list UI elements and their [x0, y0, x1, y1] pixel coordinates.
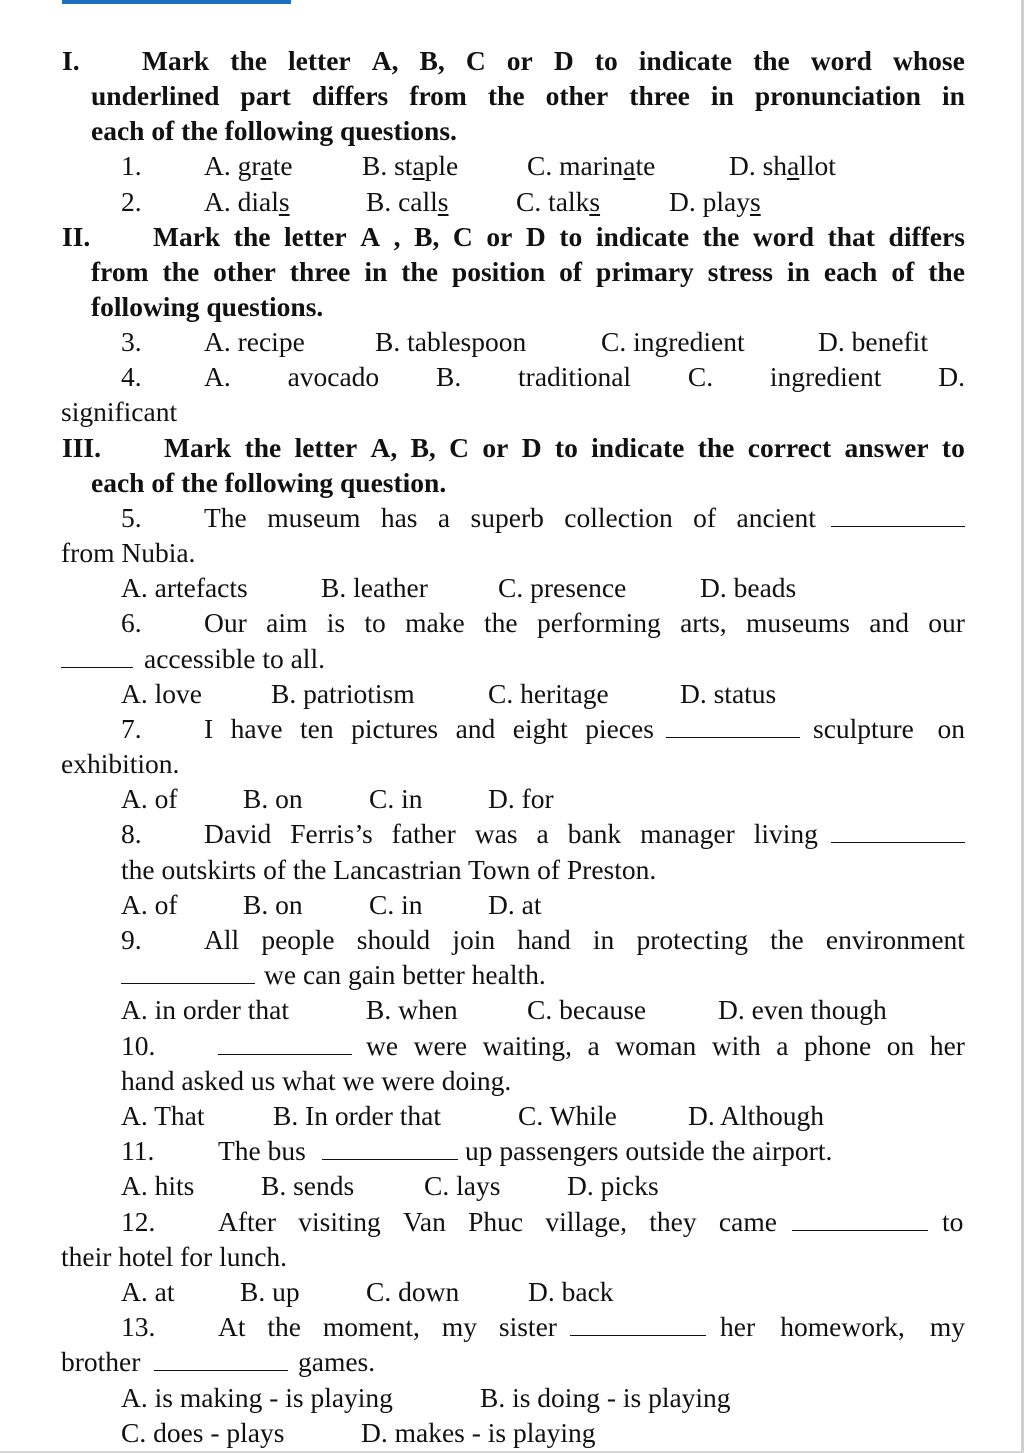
- question-12-stem-after-blank: [942, 1204, 963, 1239]
- word: A: [360, 221, 381, 252]
- word: collection: [564, 502, 673, 533]
- word: the: [484, 607, 518, 638]
- question-1-option-a: A. grate: [204, 150, 293, 181]
- word: A.: [204, 361, 231, 392]
- word: has: [380, 502, 418, 533]
- word: to: [554, 432, 578, 463]
- word: bank: [567, 818, 622, 849]
- word: that: [827, 221, 875, 252]
- word: eight: [512, 713, 568, 744]
- word: visiting: [298, 1206, 381, 1237]
- question-12-option-b: B. up: [240, 1276, 300, 1307]
- section-3-number: III.: [62, 432, 101, 463]
- word: C: [465, 45, 486, 76]
- question-12-option-a: A. at: [121, 1276, 175, 1307]
- question-5-stem-continuation: from Nubia.: [61, 537, 196, 568]
- question-3-option-b: B. tablespoon: [375, 326, 527, 357]
- question-3-option-c: C. ingredient: [601, 326, 745, 357]
- question-7-option-c: C. in: [369, 783, 423, 814]
- question-10-option-a: A. That: [121, 1100, 205, 1131]
- word: the: [702, 221, 740, 252]
- question-9-stem-continuation: we can gain better health.: [264, 959, 546, 990]
- question-10-option-c: C. While: [518, 1100, 617, 1131]
- question-13-option-c: C. does - plays: [121, 1417, 285, 1448]
- section-1-heading-line2: [91, 78, 965, 113]
- question-6-number: 6.: [121, 607, 142, 638]
- question-1-option-d: D. shallot: [729, 150, 836, 181]
- word: D: [525, 221, 546, 252]
- word: the: [697, 432, 735, 463]
- word: the: [162, 256, 200, 287]
- word: The: [204, 502, 247, 533]
- word: Van: [403, 1206, 446, 1237]
- question-13-option-d: D. makes - is playing: [361, 1417, 596, 1448]
- word: to: [559, 221, 583, 252]
- section-3-heading-line1: [164, 430, 965, 465]
- word: ancient: [736, 502, 816, 533]
- question-6-option-b: B. patriotism: [271, 678, 415, 709]
- question-7-number: 7.: [121, 713, 142, 744]
- word: phone: [804, 1030, 872, 1061]
- question-6-option-a: A. love: [121, 678, 202, 709]
- word: correct: [747, 432, 832, 463]
- word: pieces: [585, 713, 654, 744]
- word: position: [451, 256, 546, 287]
- section-1-number: I.: [62, 45, 80, 76]
- question-7-stem-after-blank: [813, 711, 965, 746]
- word: of: [693, 502, 717, 533]
- word: moment,: [322, 1311, 420, 1342]
- question-12-option-d: D. back: [528, 1276, 614, 1307]
- word: the: [487, 80, 525, 111]
- word: differs: [888, 221, 965, 252]
- question-13-stem-after-blank: [720, 1309, 965, 1344]
- question-3-option-a: A. recipe: [204, 326, 305, 357]
- question-13-option-b: B. is doing - is playing: [480, 1382, 731, 1413]
- word: underlined: [91, 80, 220, 111]
- question-6-option-d: D. status: [680, 678, 777, 709]
- word: letter: [294, 432, 358, 463]
- word: have: [230, 713, 283, 744]
- word: avocado: [287, 361, 380, 392]
- question-9-number: 9.: [121, 924, 142, 955]
- word: answer: [844, 432, 929, 463]
- word: or: [506, 45, 533, 76]
- word: in: [710, 80, 734, 111]
- question-6-stem-continuation: accessible to all.: [144, 643, 325, 674]
- word: Ferris’s: [290, 818, 373, 849]
- word: ,: [393, 221, 401, 252]
- question-5-option-a: A. artefacts: [121, 572, 248, 603]
- word: indicate: [595, 221, 690, 252]
- question-13-blank-2: [154, 1344, 288, 1379]
- word: a: [437, 502, 451, 533]
- question-2-option-b: B. calls: [366, 186, 449, 217]
- section-2-number: II.: [62, 221, 91, 252]
- question-8-stem-continuation: the outskirts of the Lancastrian Town of Preston.: [121, 854, 657, 885]
- question-5-option-b: B. leather: [321, 572, 428, 603]
- word: to: [942, 1206, 964, 1237]
- word: environment: [825, 924, 965, 955]
- word: word: [810, 45, 872, 76]
- question-7-option-b: B. on: [243, 783, 303, 814]
- word: letter: [288, 45, 351, 76]
- word: with: [711, 1030, 761, 1061]
- word: B,: [414, 221, 440, 252]
- word: and: [869, 607, 909, 638]
- question-10-option-d: D. Although: [688, 1100, 824, 1131]
- word: the: [753, 45, 790, 76]
- question-13-option-a: A. is making - is playing: [121, 1382, 393, 1413]
- word: performing: [537, 607, 661, 638]
- section-2-heading-line1: [153, 219, 965, 254]
- word: stress: [707, 256, 773, 287]
- word: whose: [893, 45, 965, 76]
- question-13-blank-1: [570, 1309, 706, 1344]
- question-9-option-d: D. even though: [718, 994, 887, 1025]
- word: A,: [371, 45, 399, 76]
- question-10-stem: [366, 1028, 965, 1063]
- question-4-number: 4.: [121, 361, 142, 392]
- word: three: [289, 256, 351, 287]
- word: Mark: [164, 432, 232, 463]
- word: pronunciation: [754, 80, 921, 111]
- word: word: [752, 221, 815, 252]
- section-2-heading-line3: following questions.: [91, 291, 324, 322]
- word: father: [391, 818, 456, 849]
- word: in: [364, 256, 388, 287]
- word: my: [441, 1311, 477, 1342]
- word: pictures: [351, 713, 439, 744]
- word: village,: [545, 1206, 628, 1237]
- question-2-number: 2.: [121, 186, 142, 217]
- question-6-option-c: C. heritage: [488, 678, 609, 709]
- word: Mark: [142, 45, 210, 76]
- word: hand: [517, 924, 571, 955]
- word: in: [942, 80, 965, 111]
- word: David: [204, 818, 272, 849]
- word: the: [233, 221, 271, 252]
- question-10-stem-continuation: hand asked us what we were doing.: [121, 1065, 512, 1096]
- word: manager: [640, 818, 735, 849]
- question-10-number: 10.: [121, 1030, 156, 1061]
- word: other: [213, 256, 276, 287]
- word: letter: [284, 221, 347, 252]
- word: the: [230, 45, 267, 76]
- question-12-stem-continuation: their hotel for lunch.: [61, 1241, 288, 1272]
- question-12-stem: [218, 1204, 777, 1239]
- question-9-option-a: A. in order that: [121, 994, 290, 1025]
- word: the: [401, 256, 438, 287]
- question-2-option-c: C. talks: [516, 186, 601, 217]
- word: and: [455, 713, 496, 744]
- word: the: [267, 1311, 302, 1342]
- word: ten: [300, 713, 334, 744]
- question-8-option-a: A. of: [121, 889, 178, 920]
- question-5-number: 5.: [121, 502, 142, 533]
- word: we: [366, 1030, 399, 1061]
- word: from: [91, 256, 149, 287]
- question-6-stem: [204, 605, 965, 640]
- question-7-option-a: A. of: [121, 783, 178, 814]
- word: All: [204, 924, 240, 955]
- question-11-option-b: B. sends: [261, 1170, 355, 1201]
- section-1-heading-line3: each of the following questions.: [91, 115, 457, 146]
- question-11-stem-start: The bus: [218, 1135, 306, 1166]
- word: sister: [498, 1311, 557, 1342]
- question-7-option-d: D. for: [488, 783, 554, 814]
- word: of: [559, 256, 583, 287]
- question-8-number: 8.: [121, 818, 142, 849]
- word: her: [720, 1311, 756, 1342]
- question-1-option-c: C. marinate: [527, 150, 656, 181]
- word: superb: [470, 502, 544, 533]
- word: Phuc: [468, 1206, 524, 1237]
- question-9-blank: [121, 957, 255, 992]
- word: a: [776, 1030, 789, 1061]
- word: differs: [311, 80, 389, 111]
- question-10-option-b: B. In order that: [273, 1100, 442, 1131]
- question-3-option-d: D. benefit: [818, 326, 928, 357]
- word: to: [364, 607, 386, 638]
- question-11-option-c: C. lays: [424, 1170, 501, 1201]
- word: was: [474, 818, 518, 849]
- word: primary: [596, 256, 694, 287]
- question-2-option-a: A. dials: [204, 186, 290, 217]
- question-11-option-d: D. picks: [567, 1170, 659, 1201]
- word: living: [753, 818, 818, 849]
- question-7-stem-continuation: exhibition.: [61, 748, 180, 779]
- word: three: [629, 80, 690, 111]
- question-12-blank: [792, 1204, 928, 1239]
- word: or: [482, 432, 509, 463]
- word: traditional: [518, 361, 632, 392]
- word: woman: [615, 1030, 697, 1061]
- question-11-option-a: A. hits: [121, 1170, 195, 1201]
- top-accent-bar: [62, 0, 291, 4]
- question-2-option-d: D. plays: [669, 186, 761, 217]
- word: sculpture: [813, 713, 914, 744]
- question-7-blank: [666, 711, 800, 746]
- word: Our: [204, 607, 247, 638]
- question-8-stem: [204, 816, 818, 851]
- word: should: [356, 924, 431, 955]
- question-7-stem: [204, 711, 654, 746]
- word: part: [240, 80, 291, 111]
- question-8-blank: [831, 816, 965, 851]
- word: or: [486, 221, 513, 252]
- word: aim: [266, 607, 308, 638]
- word: from: [409, 80, 467, 111]
- word: I: [204, 713, 214, 744]
- word: to: [941, 432, 965, 463]
- word: the: [928, 256, 965, 287]
- word: D: [553, 45, 574, 76]
- question-13-continuation-start: brother: [61, 1346, 141, 1377]
- word: in: [592, 924, 615, 955]
- question-1-option-b: B. staple: [362, 150, 459, 181]
- word: make: [405, 607, 465, 638]
- question-5-blank: [831, 500, 965, 535]
- question-5-stem: [204, 500, 816, 535]
- question-13-stem: [218, 1309, 557, 1344]
- word: Mark: [153, 221, 221, 252]
- question-5-option-d: D. beads: [700, 572, 797, 603]
- word: of: [891, 256, 915, 287]
- word: arts,: [680, 607, 727, 638]
- question-13-continuation-end: games.: [298, 1346, 376, 1377]
- question-6-blank: [61, 641, 133, 676]
- word: After: [218, 1206, 277, 1237]
- word: our: [928, 607, 965, 638]
- question-9-option-c: C. because: [527, 994, 647, 1025]
- word: in: [786, 256, 810, 287]
- question-3-number: 3.: [121, 326, 142, 357]
- word: D.: [938, 361, 965, 392]
- word: other: [545, 80, 609, 111]
- question-11-number: 11.: [121, 1135, 155, 1166]
- word: the: [770, 924, 804, 955]
- word: At: [218, 1311, 246, 1342]
- word: museums: [746, 607, 850, 638]
- question-8-option-b: B. on: [243, 889, 303, 920]
- question-8-option-c: C. in: [369, 889, 423, 920]
- question-13-number: 13.: [121, 1311, 156, 1342]
- question-1-number: 1.: [121, 150, 142, 181]
- word: museum: [267, 502, 361, 533]
- word: is: [326, 607, 346, 638]
- word: came: [718, 1206, 777, 1237]
- section-3-heading-line2: each of the following question.: [91, 467, 447, 498]
- word: D: [521, 432, 542, 463]
- word: to: [594, 45, 618, 76]
- word: a: [587, 1030, 600, 1061]
- question-12-number: 12.: [121, 1206, 156, 1237]
- question-9-stem: [204, 922, 965, 957]
- word: a: [536, 818, 549, 849]
- question-11-blank: [322, 1133, 458, 1168]
- word: B,: [410, 432, 436, 463]
- word: C: [452, 221, 473, 252]
- word: C: [449, 432, 470, 463]
- word: A,: [370, 432, 398, 463]
- word: B,: [419, 45, 445, 76]
- word: waiting,: [482, 1030, 572, 1061]
- question-10-blank: [218, 1028, 352, 1063]
- word: protecting: [636, 924, 748, 955]
- word: were: [413, 1030, 468, 1061]
- question-8-option-d: D. at: [488, 889, 542, 920]
- word: each: [823, 256, 878, 287]
- word: C.: [687, 361, 714, 392]
- word: indicate: [591, 432, 685, 463]
- section-1-heading-line1: [142, 43, 965, 78]
- question-4-options: [204, 359, 965, 394]
- question-11-stem-end: up passengers outside the airport.: [465, 1135, 833, 1166]
- word: people: [261, 924, 335, 955]
- word: indicate: [638, 45, 732, 76]
- word: on: [937, 713, 965, 744]
- word: on: [886, 1030, 915, 1061]
- word: join: [452, 924, 496, 955]
- word: they: [649, 1206, 697, 1237]
- question-5-option-c: C. presence: [498, 572, 627, 603]
- word: ingredient: [769, 361, 882, 392]
- question-9-option-b: B. when: [366, 994, 458, 1025]
- section-2-heading-line2: [91, 254, 965, 289]
- word: homework,: [780, 1311, 905, 1342]
- word: my: [929, 1311, 965, 1342]
- word: B.: [436, 361, 462, 392]
- question-12-option-c: C. down: [366, 1276, 460, 1307]
- word: the: [244, 432, 282, 463]
- question-4-option-d-continuation: significant: [61, 396, 178, 427]
- word: her: [929, 1030, 965, 1061]
